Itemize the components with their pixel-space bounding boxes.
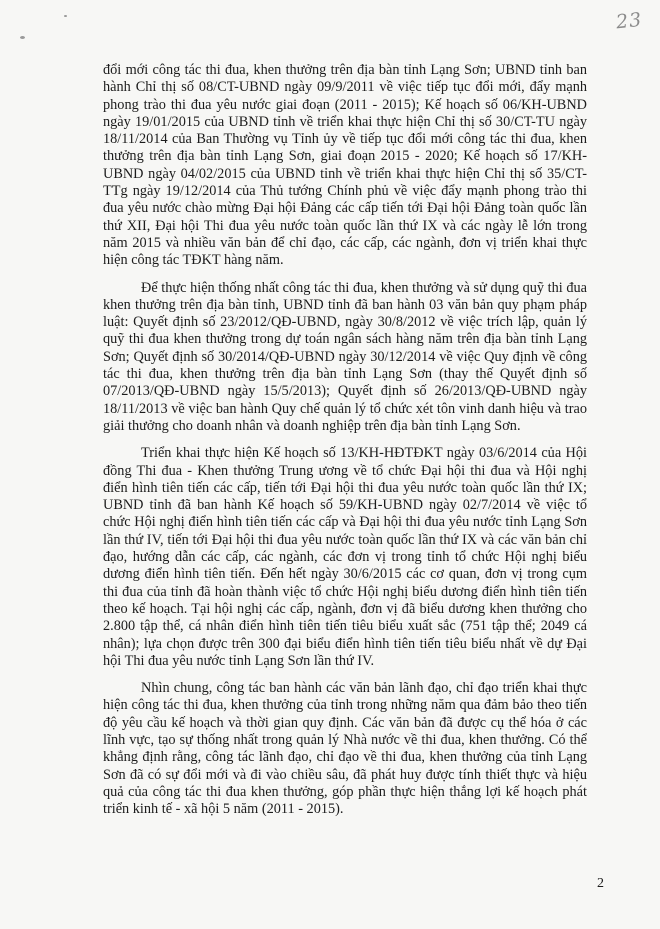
handwritten-page-number: 23 <box>614 8 644 34</box>
paragraph-1: đổi mới công tác thi đua, khen thưởng trên địa bàn tỉnh Lạng Sơn; UBND tỉnh ban hành Chỉ thị số 08/CT-UBND ngày 09/9/2011 về việc tiếp tục đổi mới, đẩy mạnh phong trào thi đua yêu nước giai đoạn (2011 - 2015); Kế hoạch số 06/KH-UBND ngày 19/01/2015 của UBND tỉnh về triển khai thực hiện Chỉ thị số 30/CT-TU ngày 18/11/2014 của Ban Thường vụ Tỉnh ủy về tiếp tục đổi mới công tác thi đua, khen thưởng trên địa bàn tỉnh Lạng Sơn, giai đoạn 2015 - 2020; Kế hoạch số 17/KH-UBND ngày 04/02/2015 của UBND tỉnh về triển khai thực hiện Chỉ thị số 35/CT-TTg ngày 19/12/2014 của Thủ tướng Chính phủ về việc đẩy mạnh phong trào thi đua yêu nước chào mừng Đại hội Đảng các cấp tiến tới Đại hội Đảng toàn quốc lần thứ XII, Đại hội Thi đua yêu nước toàn quốc lần thứ IX và các ngày lễ lớn trong năm 2015 và nhiều văn bản để chỉ đạo, các cấp, các ngành, đơn vị triển khai thực hiện công tác TĐKT hàng năm. <box>103 62 587 269</box>
paragraph-2: Để thực hiện thống nhất công tác thi đua, khen thưởng và sử dụng quỹ thi đua khen thưởng trên địa bàn tỉnh, UBND tỉnh đã ban hành 03 văn bản quy phạm pháp luật: Quyết định số 23/2012/QĐ-UBND, ngày 30/8/2012 về việc trích lập, quản lý quỹ thi đua khen thưởng trong dự toán ngân sách hàng năm trên địa bàn tỉnh Lạng Sơn; Quyết định số 30/2014/QĐ-UBND ngày 30/12/2014 về việc Quy định về công tác thi đua, khen thưởng trên địa bàn tỉnh Lạng Sơn (thay thế Quyết định số 07/2013/QĐ-UBND ngày 15/5/2013); Quyết định số 26/2013/QĐ-UBND ngày 18/11/2013 về việc ban hành Quy chế quản lý tổ chức xét tôn vinh danh hiệu và trao giải thưởng cho doanh nhân và doanh nghiệp trên địa bàn tỉnh Lạng Sơn. <box>103 279 587 434</box>
paragraph-3: Triển khai thực hiện Kế hoạch số 13/KH-HĐTĐKT ngày 03/6/2014 của Hội đồng Thi đua - Khen thưởng Trung ương về tổ chức Đại hội thi đua và Hội nghị điển hình tiên tiến các cấp, tiến tới Đại hội thi đua yêu nước toàn quốc lần thứ IX; UBND tỉnh đã ban hành Kế hoạch số 59/KH-UBND ngày 02/7/2014 về việc tổ chức Hội nghị điển hình tiên tiến các cấp và Đại hội thi đua yêu nước tỉnh Lạng Sơn lần thứ IV, tiến tới Đại hội thi đua yêu nước toàn quốc lần thứ IX và các văn bản chỉ đạo, hướng dẫn các cấp, các ngành, các đơn vị trong tỉnh tổ chức Hội nghị biểu dương điển hình tiên tiến. Đến hết ngày 30/6/2015 các cơ quan, đơn vị trong cụm thi đua của tỉnh đã hoàn thành việc tổ chức Hội nghị biểu dương điển hình tiên tiến theo kế hoạch. Tại hội nghị các cấp, ngành, đơn vị đã biểu dương khen thưởng cho 2.800 tập thể, cá nhân điển hình tiên tiến tiêu biểu xuất sắc (751 tập thể; 2049 cá nhân); lựa chọn được trên 300 đại biểu điển hình tiên tiến tiêu biểu nhất về dự Đại hội Thi đua yêu nước tỉnh Lạng Sơn lần thứ IV. <box>103 445 587 669</box>
document-body <box>103 62 587 828</box>
page-number: 2 <box>597 876 604 891</box>
scan-speck <box>64 15 67 17</box>
scan-speck <box>20 36 25 39</box>
paragraph-4: Nhìn chung, công tác ban hành các văn bản lãnh đạo, chỉ đạo triển khai thực hiện công tác thi đua, khen thưởng của tỉnh trong những năm qua đảm bảo theo tiến độ yêu cầu kế hoạch và thời gian quy định. Các văn bản đã được cụ thể hóa ở các lĩnh vực, tạo sự thống nhất trong quản lý Nhà nước về thi đua, khen thưởng. Có thể khẳng định rằng, công tác lãnh đạo, chỉ đạo về thi đua, khen thưởng của tỉnh Lạng Sơn đã có sự đổi mới và đi vào chiều sâu, đã phát huy được tính thiết thực và hiệu quả của công tác thi đua khen thưởng, góp phần thực hiện thắng lợi kế hoạch phát triển kinh tế - xã hội 5 năm (2011 - 2015). <box>103 680 587 818</box>
